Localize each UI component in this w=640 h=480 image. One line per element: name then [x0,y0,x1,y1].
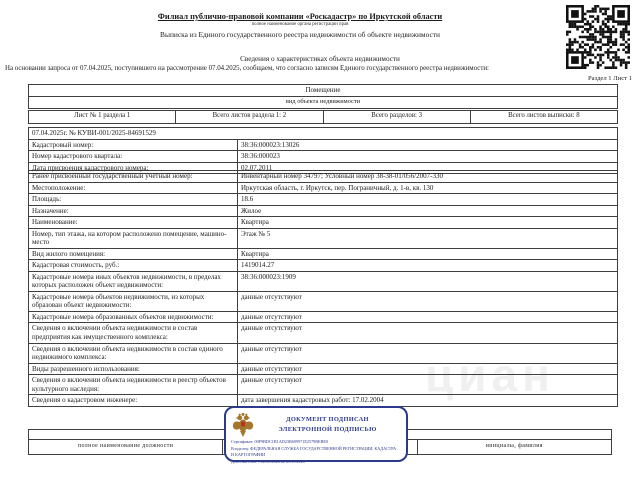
row-value: дата завершения кадастровых работ: 17.02.2004 [238,395,618,407]
table-row [29,182,618,194]
object-type-table [28,84,618,109]
cadastral-table [28,127,618,174]
row-label: Номер кадастрового квартала: [29,151,238,163]
row-label: Местоположение: [29,182,238,194]
row-value: данные отсутствуют [238,291,618,311]
row-label: Сведения о включении объекта недвижимости в реестр объектов культурного наследия: [29,375,238,395]
position-name-label: полное наименование должности [29,440,223,455]
stamp-validity: Действителен: с 02.08.2024 по 26.10.2025 [231,459,306,465]
table-row [29,271,618,291]
row-value: Иркутская область, г. Иркутск, пер. Пограничный, д. 1-в, кв. 130 [238,182,618,194]
row-label: Ранее присвоенный государственный учетный номер: [29,171,238,183]
row-label: Кадастровые номера образованных объектов недвижимости: [29,311,238,323]
table-row [29,97,618,109]
row-value: 02.07.2011 [238,162,618,174]
object-type-caption: вид объекта недвижимости [29,97,618,109]
table-row [29,151,618,163]
org-subtitle: полное наименование органа регистрации прав [251,22,349,27]
row-value: данные отсутствуют [238,363,618,375]
row-label: Кадастровая стоимость, руб.: [29,260,238,272]
row-value: 18.6 [238,194,618,206]
row-value: Инвентарный номер 34797; Условный номер 38-38-01/056/2007-330 [238,171,618,183]
stamp-title-line2: ЭЛЕКТРОННОЙ ПОДПИСЬЮ [278,425,377,433]
row-label: Сведения о кадастровом инженере: [29,395,238,407]
table-row [29,291,618,311]
row-value: Квартира [238,217,618,229]
section-title: Сведения о характеристиках объекта недвижимости [240,55,400,63]
org-title: Филиал публично-правовой компании «Роскадастр» по Иркутской области [157,12,443,21]
row-label: Кадастровый номер: [29,139,238,151]
row-value: 1419014.27 [238,260,618,272]
table-row [29,85,618,97]
row-label: Кадастровые номера иных объектов недвижимости, в пределах которых расположен объект недвижимости: [29,271,238,291]
sheet-info-cell: Всего листов выписки: 8 [470,111,617,124]
table-row [29,128,618,140]
row-label: Вид жилого помещения: [29,248,238,260]
row-value: данные отсутствуют [238,375,618,395]
row-label: Наименование: [29,217,238,229]
request-number: 07.04.2025г. № КУВИ-001/2025-84691529 [29,128,618,140]
table-row [29,248,618,260]
table-row [29,217,618,229]
row-label: Виды разрешенного использования: [29,363,238,375]
digital-signature-stamp [224,406,408,465]
row-value: данные отсутствуют [238,323,618,343]
table-row [29,111,618,124]
table-row [29,194,618,206]
document-title: Выписка из Единого государственного реестра недвижимости об объекте недвижимости [160,30,440,39]
row-value: данные отсутствуют [238,343,618,363]
row-label: Сведения о включении объекта недвижимости в состав единого недвижимого комплекса: [29,343,238,363]
initials-surname-label: инициалы, фамилия [417,440,611,455]
row-label: Дата присвоения кадастрового номера: [29,162,238,174]
characteristics-table [28,170,618,407]
stamp-owner: Владелец: ФЕДЕРАЛЬНАЯ СЛУЖБА ГОСУДАРСТВЕННОЙ РЕГИСТРАЦИИ, КАДАСТРА И КАРТОГРАФИИ [231,446,397,458]
object-type-value: Помещение [29,85,618,97]
sheet-info-cell: Всего листов раздела 1: 2 [176,111,323,124]
site-watermark: циан [425,349,555,401]
table-row [29,375,618,395]
table-row [29,311,618,323]
table-row [29,323,618,343]
row-value: Этаж № 5 [238,228,618,248]
table-row [29,205,618,217]
row-value: 38:36:000023:1909 [238,271,618,291]
row-value: Квартира [238,248,618,260]
table-row [29,395,618,407]
row-label: Назначение: [29,205,238,217]
row-label: Кадастровые номера объектов недвижимости, из которых образован объект недвижимости: [29,291,238,311]
table-row [29,260,618,272]
sheet-info-cell: Всего разделов: 3 [323,111,470,124]
row-value: Жилое [238,205,618,217]
stamp-certificate: Сертификат: 00F9BDC1B1AD23B699971E2579BEBE0 [231,439,329,444]
sheet-info-cell: Лист № 1 раздела 1 [29,111,176,124]
qr-code-icon [566,5,630,69]
stamp-title-line1: ДОКУМЕНТ ПОДПИСАН [286,415,369,423]
table-row [29,363,618,375]
russia-coat-of-arms-icon [231,411,255,438]
row-label: Площадь: [29,194,238,206]
row-label: Сведения о включении объекта недвижимости в состав предприятия как имущественного комплекса: [29,323,238,343]
table-row [29,228,618,248]
table-row [29,343,618,363]
row-value: 38:36:000023:13026 [238,139,618,151]
row-value: данные отсутствуют [238,311,618,323]
request-basis-line: На основании запроса от 07.04.2025, поступившего на рассмотрение 07.04.2025, сообщаем, что согласно записям Единого государственного реестра недвижимости: [5,64,489,72]
sheet-info-table [28,110,618,124]
section-sheet-label: Раздел 1 Лист 1 [588,75,632,82]
table-row [29,139,618,151]
table-row [29,171,618,183]
row-label: Номер, тип этажа, на котором расположено помещение, машино-место [29,228,238,248]
row-value: 38:36:000023 [238,151,618,163]
